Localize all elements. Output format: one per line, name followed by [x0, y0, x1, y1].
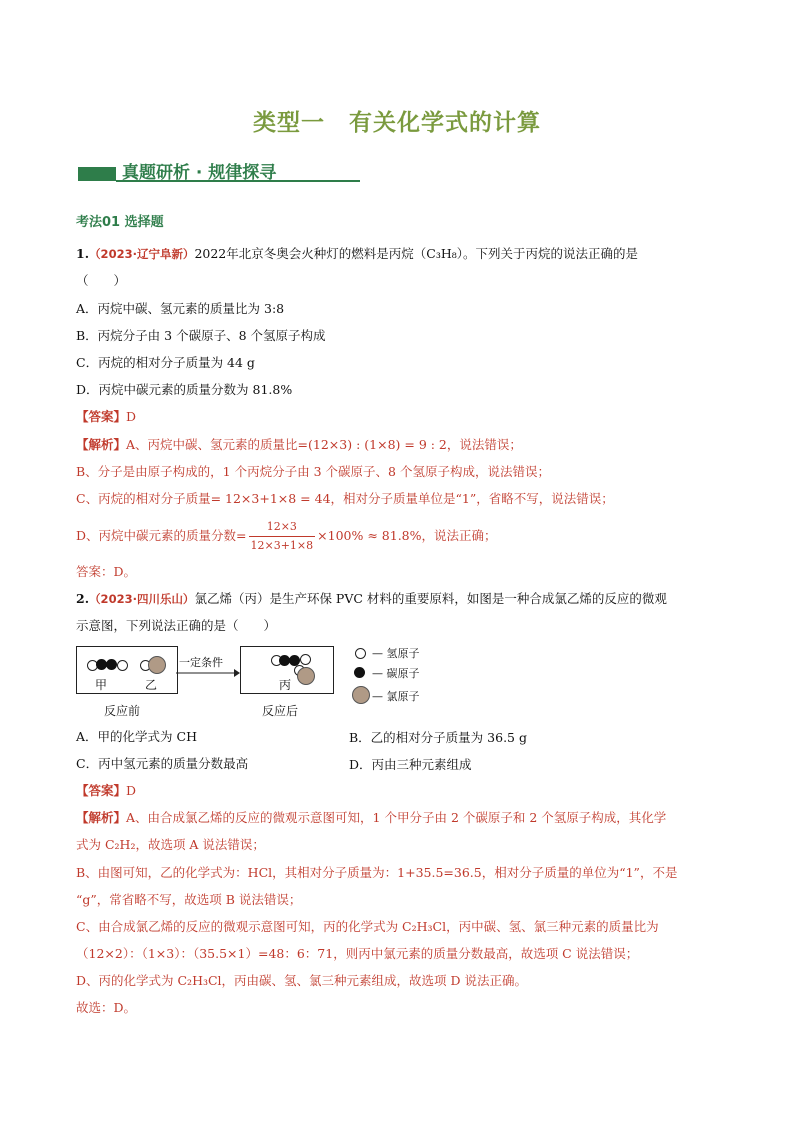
q1-analysis-b: B、分子是由原子构成的，1 个丙烷分子由 3 个碳原子、8 个氢原子构成，说法错误； — [76, 464, 550, 479]
q1-source: （2023·辽宁阜新） — [89, 247, 195, 261]
chlorine-atom — [297, 667, 315, 685]
q1-answer — [76, 408, 136, 426]
hydrogen-icon — [355, 648, 366, 659]
q1-analysis-d — [76, 518, 497, 555]
q1-stem-text: 2022年北京冬奥会火种灯的燃料是丙烷（C₃H₈）。下列关于丙烷的说法正确的是 — [194, 246, 638, 261]
q1-number: 1. — [76, 246, 90, 261]
after-box — [240, 646, 334, 694]
q1-option-b: B．丙烷分子由 3 个碳原子、8 个氢原子构成 — [76, 328, 326, 343]
q1-analysis-c: C、丙烷的相对分子质量= 12×3+1×8 = 44，相对分子质量单位是“1”，省略不写，说法错误； — [76, 491, 614, 506]
q2-option-a: A．甲的化学式为 CH — [76, 729, 197, 744]
label-after: 反应后 — [262, 704, 299, 718]
section-bar-block — [78, 167, 116, 181]
q2-answer-value: D — [126, 783, 137, 798]
q1-option-a: A．丙烷中碳、氢元素的质量比为 3:8 — [76, 301, 285, 316]
hydrogen-atom — [300, 654, 311, 665]
reaction-condition: 一定条件 — [179, 656, 223, 669]
hydrogen-atom — [117, 660, 128, 671]
q2-analysis-c: C、由合成氯乙烯的反应的微观示意图可知，丙的化学式为 C₂H₃Cl，丙中碳、氢、氯三种元素的质量比为 — [76, 919, 659, 934]
q2-answer-label: 【答案】 — [76, 783, 127, 798]
q2-analysis-b: B、由图可知，乙的化学式为：HCl，其相对分子质量为：1+35.5=36.5，相对分子质量的单位为“1”，不是 — [76, 865, 678, 880]
q1-conclusion: 答案：D。 — [76, 564, 137, 579]
q1-blank: （ ） — [76, 273, 127, 288]
label-bing: 丙 — [279, 678, 292, 692]
q1-fraction-denominator: 12×3+1×8 — [250, 539, 314, 552]
chlorine-atom — [148, 656, 166, 674]
q1-fraction — [249, 518, 316, 555]
q2-analysis-a-cont: 式为 C₂H₂，故选项 A 说法错误； — [76, 837, 265, 852]
q1-answer-label: 【答案】 — [76, 409, 127, 424]
q1-option-d: D．丙烷中碳元素的质量分数为 81.8% — [76, 382, 293, 397]
section-title: 真题研析 · 规律探寻 — [122, 163, 277, 183]
q2-stem-text: 氯乙烯（丙）是生产环保 PVC 材料的重要原料，如图是一种合成氯乙烯的反应的微观 — [194, 591, 667, 606]
q2-option-b: B．乙的相对分子质量为 36.5 g — [349, 730, 527, 745]
atom-legend — [352, 646, 472, 706]
q2-analysis-a-text: A、由合成氯乙烯的反应的微观示意图可知，1 个甲分子由 2 个碳原子和 2 个氢原子构成，其化学 — [126, 810, 667, 825]
q2-conclusion: 故选：D。 — [76, 1000, 137, 1015]
legend-hydrogen-text: — 氢原子 — [372, 647, 420, 660]
q2-analysis-c-cont: （12×2）：（1×3）：（35.5×1）=48：6：71，则丙中氯元素的质量分数最高，故选项 C 说法错误； — [76, 946, 639, 961]
q2-option-d: D．丙由三种元素组成 — [349, 757, 472, 772]
before-box — [76, 646, 178, 694]
method-heading: 考法01 选择题 — [76, 215, 164, 230]
q2-analysis-a — [76, 809, 666, 827]
q2-analysis-d: D、丙的化学式为 C₂H₃Cl，丙由碳、氢、氯三种元素组成，故选项 D 说法正确。 — [76, 973, 528, 988]
label-before: 反应前 — [104, 704, 141, 718]
legend-chlorine-text: — 氯原子 — [372, 690, 420, 703]
q1-answer-value: D — [126, 409, 137, 424]
q1-fraction-numerator: 12×3 — [249, 518, 316, 537]
legend-carbon-text: — 碳原子 — [372, 667, 420, 680]
label-jia: 甲 — [95, 678, 108, 692]
chlorine-icon — [352, 686, 370, 704]
q2-number: 2. — [76, 591, 90, 606]
reaction-arrow — [176, 668, 240, 678]
label-yi: 乙 — [145, 678, 158, 692]
q1-option-c: C．丙烷的相对分子质量为 44 g — [76, 355, 255, 370]
q2-stem-cont: 示意图，下列说法正确的是（ ） — [76, 618, 277, 633]
q1-analysis-d-pre: D、丙烷中碳元素的质量分数= — [76, 528, 247, 543]
q2-stem — [76, 590, 667, 608]
q2-analysis-b-cont: “g”，常省略不写，故选项 B 说法错误； — [76, 892, 302, 907]
page-title: 类型一 有关化学式的计算 — [253, 110, 541, 136]
carbon-icon — [354, 667, 365, 678]
q2-option-c: C．丙中氢元素的质量分数最高 — [76, 756, 249, 771]
q1-analysis-d-post: ×100% ≈ 81.8%，说法正确； — [317, 528, 497, 543]
carbon-atom — [106, 659, 117, 670]
q2-analysis-label: 【解析】 — [76, 810, 127, 825]
q2-source: （2023·四川乐山） — [89, 592, 195, 606]
q1-analysis-a-text: A、丙烷中碳、氢元素的质量比=(12×3) : (1×8) = 9 : 2，说法错误； — [126, 437, 522, 452]
q1-analysis-a — [76, 436, 522, 454]
section-header — [78, 160, 360, 184]
q2-answer — [76, 782, 136, 800]
q1-stem — [76, 245, 638, 263]
q1-analysis-label: 【解析】 — [76, 437, 127, 452]
